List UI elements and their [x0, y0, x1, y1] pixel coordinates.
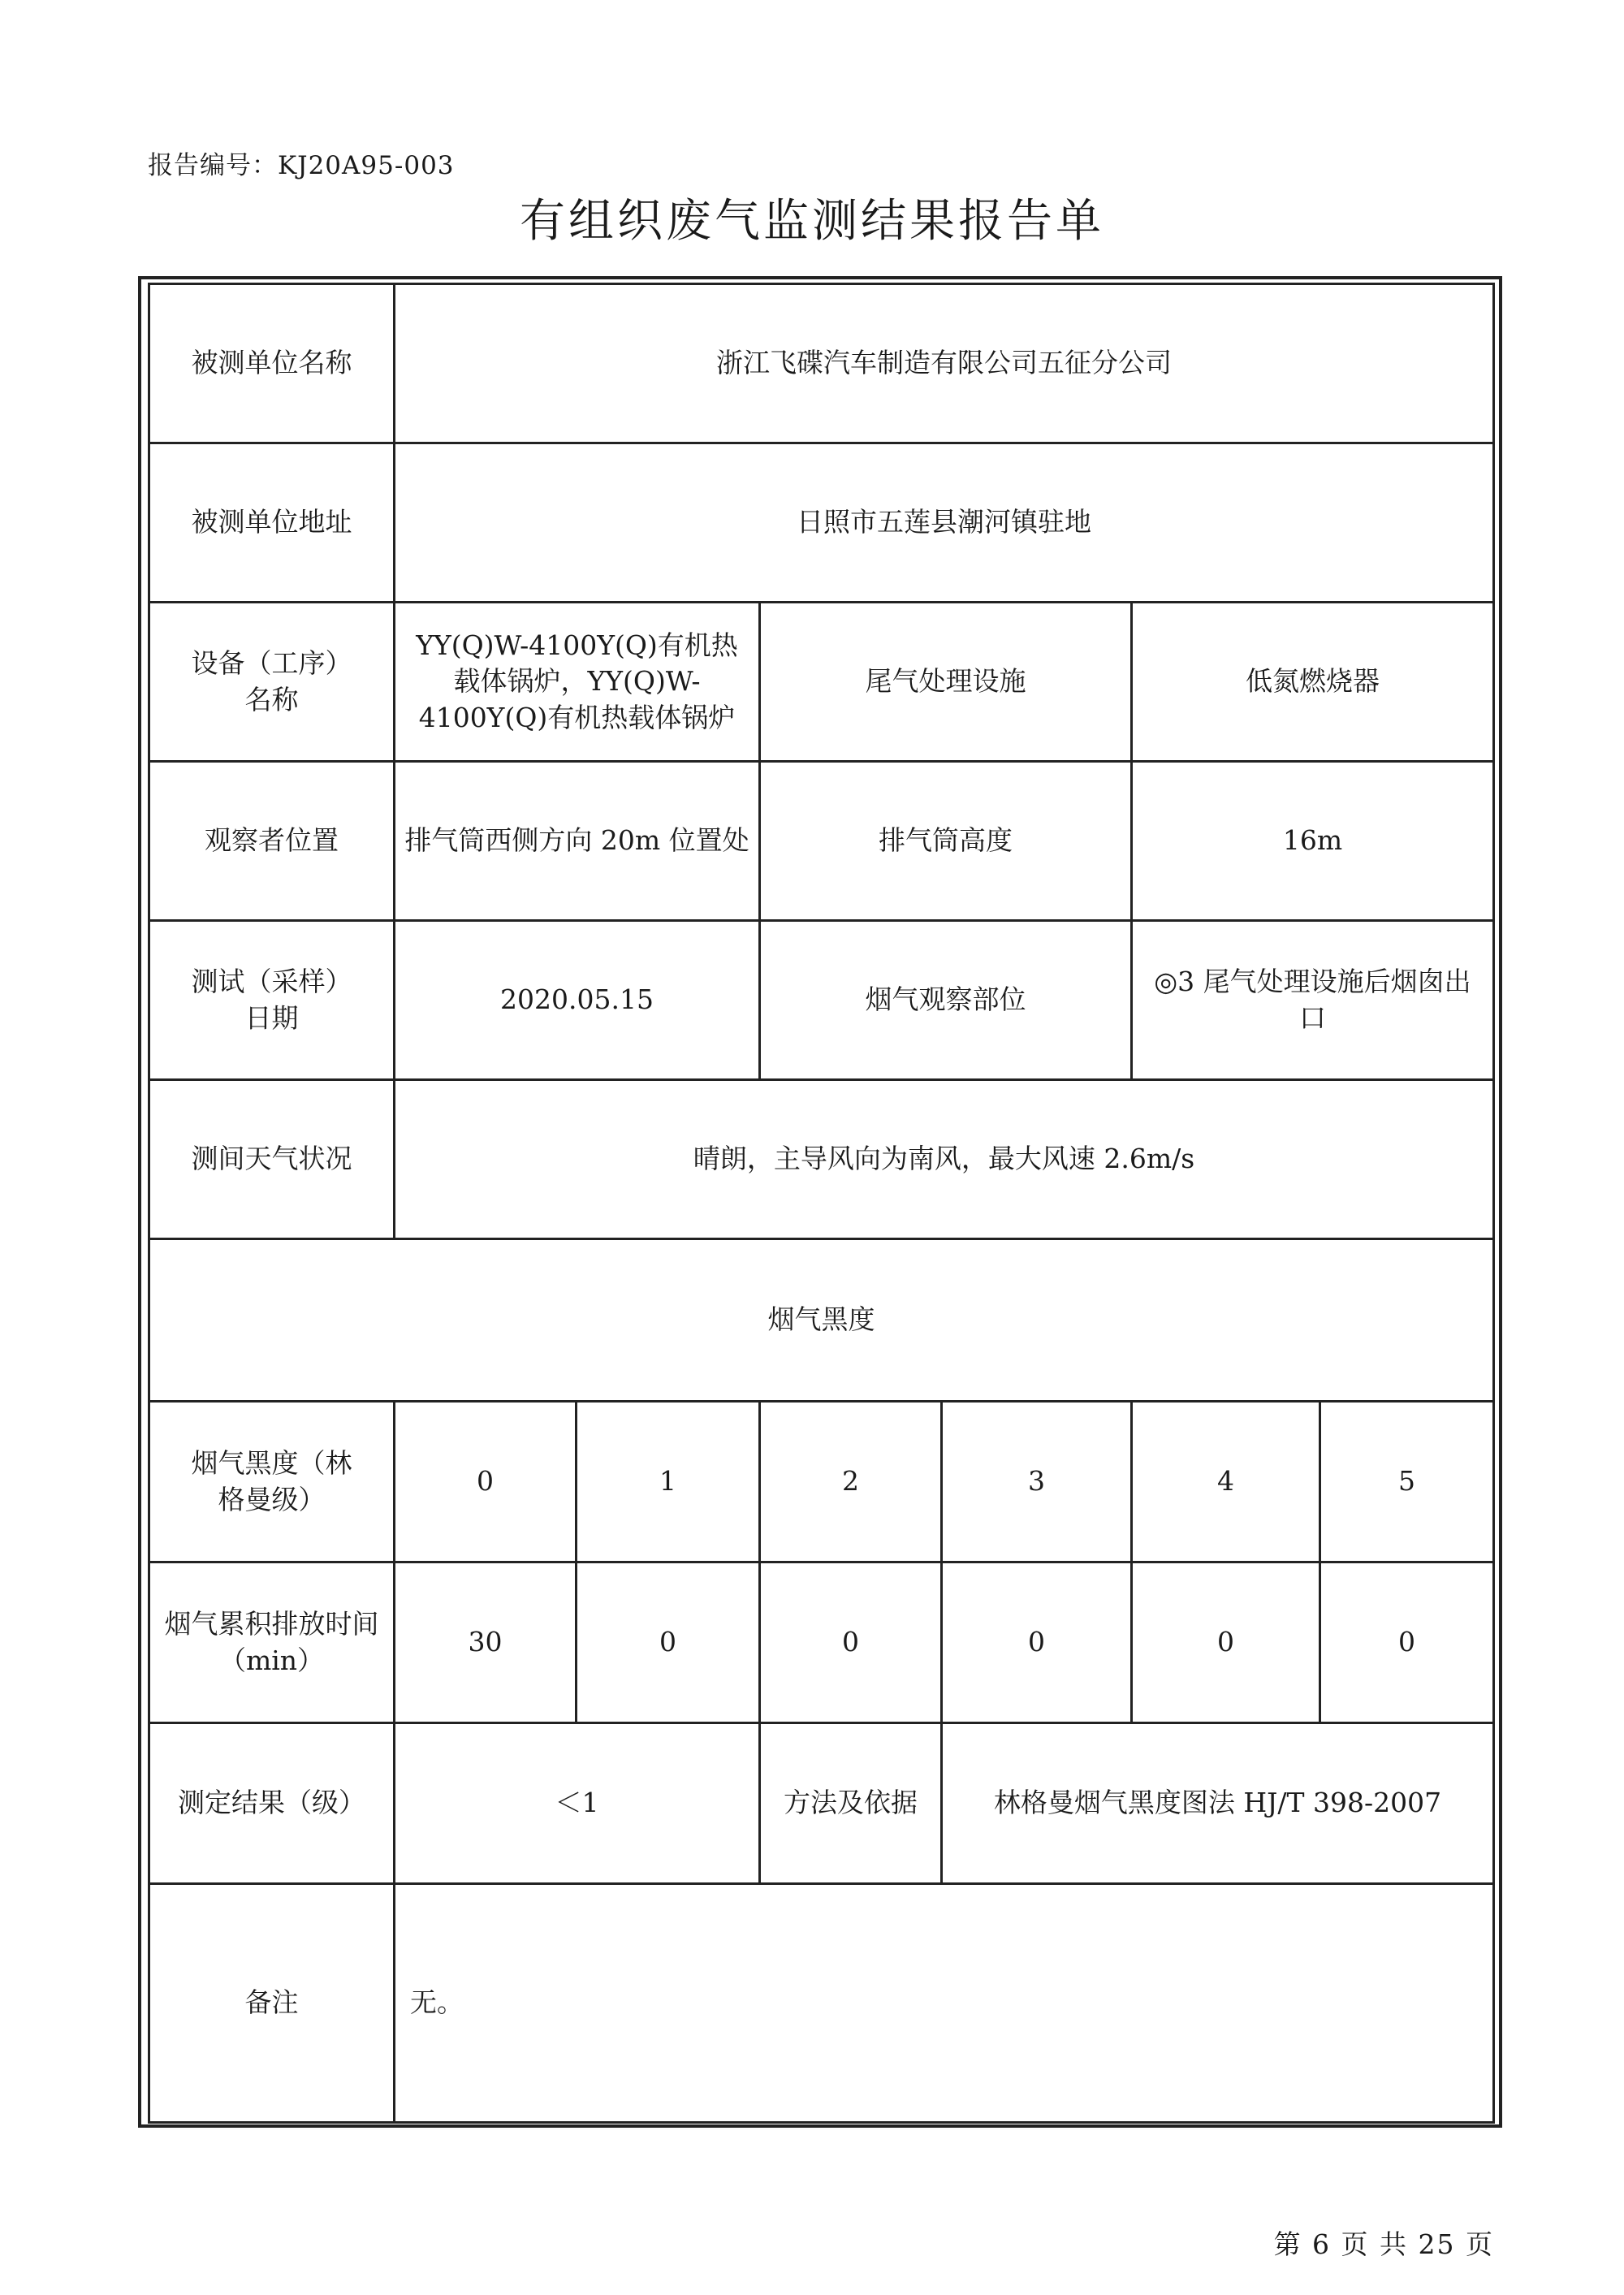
table-row [149, 762, 1494, 921]
time-value-1: 0 [577, 1562, 760, 1723]
table-row [149, 603, 1494, 762]
weather-value: 晴朗，主导风向为南风，最大风速 2.6m/s [395, 1080, 1494, 1239]
report-table [148, 283, 1495, 2124]
section-title: 烟气黑度 [149, 1239, 1494, 1402]
table-row [149, 1562, 1494, 1723]
table-row [149, 1723, 1494, 1884]
observe-part-value: ◎3 尾气处理设施后烟囱出口 [1132, 921, 1494, 1080]
page-number: 第 6 页 共 25 页 [1273, 2228, 1494, 2260]
unit-name-label: 被测单位名称 [149, 284, 395, 443]
grade-value-3: 3 [942, 1402, 1132, 1562]
table-row [149, 443, 1494, 603]
time-value-2: 0 [760, 1562, 942, 1723]
observe-part-label: 烟气观察部位 [760, 921, 1132, 1080]
time-value-5: 0 [1320, 1562, 1494, 1723]
table-row [149, 1402, 1494, 1562]
result-label: 测定结果（级） [149, 1723, 395, 1884]
grade-value-2: 2 [760, 1402, 942, 1562]
result-value: ＜1 [395, 1723, 760, 1884]
unit-address-value: 日照市五莲县潮河镇驻地 [395, 443, 1494, 603]
page-title: 有组织废气监测结果报告单 [520, 195, 1104, 248]
stack-height-label: 排气筒高度 [760, 762, 1132, 921]
remarks-label: 备注 [149, 1884, 395, 2123]
unit-address-label: 被测单位地址 [149, 443, 395, 603]
report-number: 报告编号：KJ20A95-003 [148, 151, 455, 180]
method-value: 林格曼烟气黑度图法 HJ/T 398-2007 [942, 1723, 1494, 1884]
remarks-value: 无。 [395, 1884, 1494, 2123]
time-row-label: 烟气累积排放时间（min） [149, 1562, 395, 1723]
sampling-date-label: 测试（采样）日期 [149, 921, 395, 1080]
equipment-label: 设备（工序）名称 [149, 603, 395, 762]
grade-value-5: 5 [1320, 1402, 1494, 1562]
observer-position-label: 观察者位置 [149, 762, 395, 921]
treatment-label: 尾气处理设施 [760, 603, 1132, 762]
table-row [149, 1884, 1494, 2123]
time-value-0: 30 [395, 1562, 577, 1723]
grade-value-4: 4 [1132, 1402, 1320, 1562]
table-row [149, 284, 1494, 443]
sampling-date-value: 2020.05.15 [395, 921, 760, 1080]
stack-height-value: 16m [1132, 762, 1494, 921]
table-row [149, 1239, 1494, 1402]
method-label: 方法及依据 [760, 1723, 942, 1884]
grade-value-1: 1 [577, 1402, 760, 1562]
treatment-value: 低氮燃烧器 [1132, 603, 1494, 762]
equipment-value: YY(Q)W-4100Y(Q)有机热载体锅炉，YY(Q)W-4100Y(Q)有机热载体锅炉 [395, 603, 760, 762]
table-row [149, 1080, 1494, 1239]
weather-label: 测间天气状况 [149, 1080, 395, 1239]
table-row [149, 921, 1494, 1080]
observer-position-value: 排气筒西侧方向 20m 位置处 [395, 762, 760, 921]
grade-value-0: 0 [395, 1402, 577, 1562]
unit-name-value: 浙江飞碟汽车制造有限公司五征分公司 [395, 284, 1494, 443]
time-value-4: 0 [1132, 1562, 1320, 1723]
time-value-3: 0 [942, 1562, 1132, 1723]
grade-row-label: 烟气黑度（林格曼级） [149, 1402, 395, 1562]
